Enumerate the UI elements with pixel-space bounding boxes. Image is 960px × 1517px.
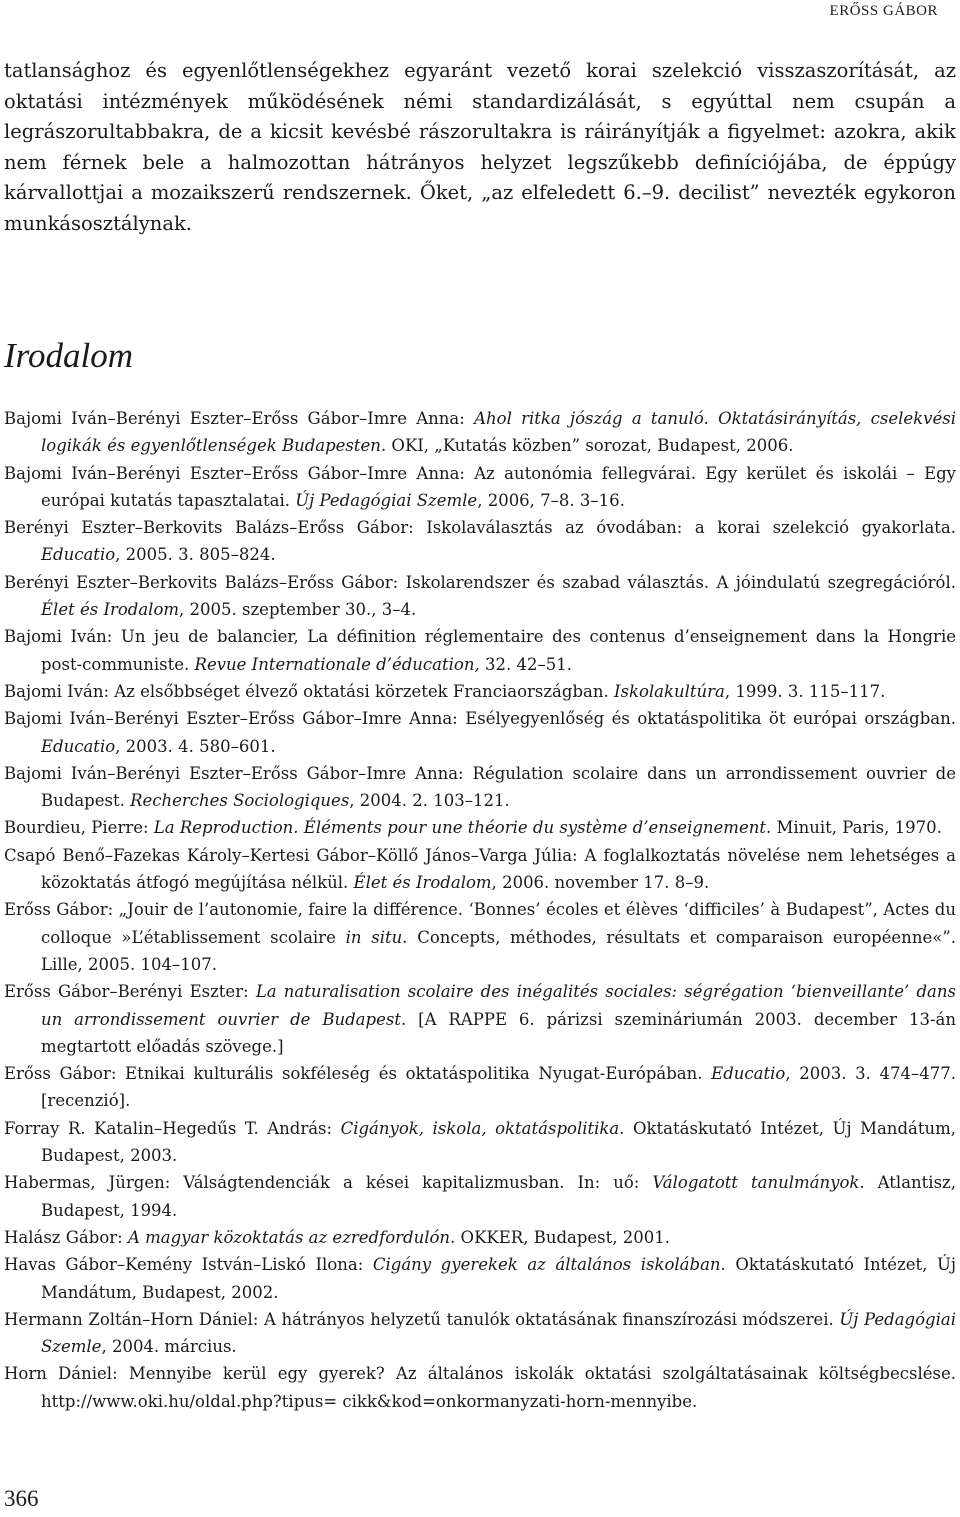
reference-italic-segment: Iskolakultúra (613, 681, 725, 701)
reference-italic-segment: Új Pedagógiai Szemle (41, 1309, 956, 1357)
reference-segment: Bajomi Iván–Berényi Eszter–Erőss Gábor–Imre Anna: Esélyegyenlőség és oktatáspolitika öt európai országban. (4, 709, 956, 729)
reference-italic-segment: Cigányok, iskola, oktatáspolitika (340, 1118, 620, 1138)
reference-segment: Bajomi Iván–Berényi Eszter–Erőss Gábor–Imre Anna: (4, 409, 475, 428)
reference-italic-segment: Élet és Irodalom (41, 600, 180, 620)
reference-item (4, 460, 956, 515)
reference-segment: , 2005. szeptember 30., 3–4. (179, 600, 417, 620)
reference-italic-segment: Revue Internationale d’éducation, (194, 654, 480, 674)
reference-italic-segment: Educatio (41, 545, 116, 565)
reference-segment: 32. 42–51. (479, 654, 572, 674)
reference-segment: . [A RAPPE 6. párizsi szemináriumán 2003. december 13-án megtartott előadás szövege.] (41, 1009, 956, 1056)
reference-italic-segment: La naturalisation scolaire des inégalités sociales: ségrégation ‘bienveillante’ dans un arrondissement ouvrier de Budapest (41, 982, 956, 1029)
running-head: ERŐSS GÁBOR (829, 3, 938, 19)
reference-segment: Erőss Gábor–Berényi Eszter: (4, 982, 256, 1002)
reference-segment: Hermann Zoltán–Horn Dániel: A hátrányos helyzetű tanulók oktatásának finanszírozási módszerei. (4, 1309, 840, 1329)
reference-segment: Bajomi Iván: Az elsőbbséget élvező oktatási körzetek Franciaországban. (4, 681, 614, 701)
reference-list (4, 405, 956, 1415)
reference-italic-segment: Új Pedagógiai Szemle (295, 490, 478, 510)
reference-segment: Berényi Eszter–Berkovits Balázs–Erőss Gábor: Iskolarendszer és szabad választás. A jóindulatú szegregációról. (4, 572, 956, 592)
reference-segment: Erőss Gábor: Etnikai kulturális sokféleség és oktatáspolitika Nyugat-Európában. (4, 1064, 712, 1084)
reference-item (4, 1060, 956, 1115)
reference-item (4, 623, 956, 678)
reference-italic-segment: Educatio (711, 1064, 786, 1084)
reference-item (4, 842, 956, 897)
reference-segment: . Minuit, Paris, 1970. (765, 818, 942, 838)
reference-item (4, 1360, 956, 1415)
reference-item (4, 896, 956, 978)
reference-italic-segment: Recherches Sociologiques (130, 791, 350, 811)
reference-segment: Habermas, Jürgen: Válságtendenciák a kései kapitalizmusban. In: uő: (4, 1173, 653, 1193)
reference-segment: . Concepts, méthodes, résultats et comparaison européenne«”. Lille, 2005. 104–107. (41, 927, 956, 974)
reference-segment: Csapó Benő–Fazekas Károly–Kertesi Gábor–Köllő János–Varga Júlia: A foglalkoztatás növelése nem lehetséges a közoktatás átfogó megújítása nélkül. (4, 845, 956, 893)
reference-item (4, 1251, 956, 1306)
reference-item (4, 1115, 956, 1170)
reference-segment: Bourdieu, Pierre: (4, 818, 154, 838)
reference-item (4, 978, 956, 1060)
reference-item (4, 760, 956, 815)
reference-segment: , 2003. 4. 580–601. (115, 736, 276, 756)
reference-segment: , 2004. 2. 103–121. (349, 791, 510, 811)
reference-item (4, 569, 956, 624)
reference-item (4, 814, 956, 841)
reference-segment: Forray R. Katalin–Hegedűs T. András: (4, 1118, 341, 1138)
reference-segment: Horn Dániel: Mennyibe kerül egy gyerek? Az általános iskolák oktatási szolgáltatásainak költségbecslése. http://www.oki.hu/oldal.php?tipus= cikk&kod=onkormanyzati-horn-mennyibe. (4, 1364, 956, 1411)
reference-item (4, 1224, 956, 1251)
reference-item (4, 705, 956, 760)
reference-segment: . Atlantisz, Budapest, 1994. (41, 1173, 956, 1220)
reference-italic-segment: Cigány gyerekek az általános iskolában (372, 1255, 721, 1275)
reference-segment: , 1999. 3. 115–117. (724, 681, 886, 701)
reference-item (4, 514, 956, 569)
reference-item (4, 1169, 956, 1224)
reference-segment: . OKI, „Kutatás közben” sorozat, Budapest, 2006. (380, 436, 794, 456)
body-paragraph: tatlansághoz és egyenlőtlenségekhez egyaránt vezető korai szelekció visszaszorítását, az oktatási intézmények működésének némi standardizálását, s egyúttal nem csupán a legrászorultabbakra, de a kicsit kevésbé rászorultakra is ráirányítják a figyelmet: azokra, akik nem férnek bele a halmozottan hátrányos helyzet legszűkebb definíciójába, de éppúgy kárvallottjai a mozaikszerű rendszernek. Őket, „az elfeledett 6.–9. decilist” nevezték egykoron munkásosztálynak. (4, 59, 956, 235)
reference-segment: . Oktatáskutató Intézet, Új Mandátum, Budapest, 2002. (41, 1255, 956, 1302)
reference-italic-segment: Educatio (41, 736, 116, 756)
reference-segment: Bajomi Iván–Berényi Eszter–Erőss Gábor–Imre Anna: Az autonómia fellegvárai. Egy kerület és iskolái – Egy európai kutatás tapasztalatai. (4, 463, 956, 510)
reference-segment: , 2003. 3. 474–477. [recenzió]. (41, 1064, 956, 1111)
reference-segment: , 2006, 7–8. 3–16. (477, 490, 625, 510)
reference-italic-segment: A magyar közoktatás az ezredfordulón (127, 1227, 451, 1247)
reference-italic-segment: Élet és Irodalom (353, 873, 492, 893)
reference-segment: Bajomi Iván–Berényi Eszter–Erőss Gábor–Imre Anna: Régulation scolaire dans un arrondissement ouvrier de Budapest. (4, 763, 956, 811)
reference-segment: Bajomi Iván: Un jeu de balancier, La définition réglementaire des contenus d’enseignement dans la Hongrie post-communiste. (4, 627, 956, 674)
reference-segment: Halász Gábor: (4, 1227, 128, 1247)
reference-segment: . Oktatáskutató Intézet, Új Mandátum, Budapest, 2003. (41, 1118, 956, 1166)
reference-italic-segment: Válogatott tanulmányok (652, 1173, 860, 1193)
reference-segment: , 2005. 3. 805–824. (115, 545, 276, 565)
reference-segment: , 2004. március. (101, 1337, 237, 1357)
reference-segment: , 2006. november 17. 8–9. (491, 873, 710, 893)
page-number: 366 (4, 1486, 39, 1511)
reference-italic-segment: Ahol ritka jószág a tanuló. Oktatásirányítás, cselekvési logikák és egyenlőtlenségek Budapesten (41, 409, 956, 456)
reference-segment: Erőss Gábor: „Jouir de l’autonomie, faire la différence. ‘Bonnes’ écoles et élèves ‘difficiles’ à Budapest”, Actes du colloque »L’établissement scolaire (4, 900, 956, 947)
reference-item (4, 405, 956, 460)
reference-segment: Havas Gábor–Kemény István–Liskó Ilona: (4, 1255, 373, 1275)
reference-segment: Berényi Eszter–Berkovits Balázs–Erőss Gábor: Iskolaválasztás az óvodában: a korai szelekció gyakorlata. (4, 518, 956, 538)
reference-segment: . OKKER, Budapest, 2001. (450, 1227, 670, 1247)
reference-italic-segment: in situ (345, 927, 403, 947)
reference-item (4, 1306, 956, 1361)
reference-italic-segment: La Reproduction. Éléments pour une théorie du système d’enseignement (153, 818, 766, 838)
reference-item (4, 678, 956, 705)
section-heading: Irodalom (4, 336, 133, 375)
